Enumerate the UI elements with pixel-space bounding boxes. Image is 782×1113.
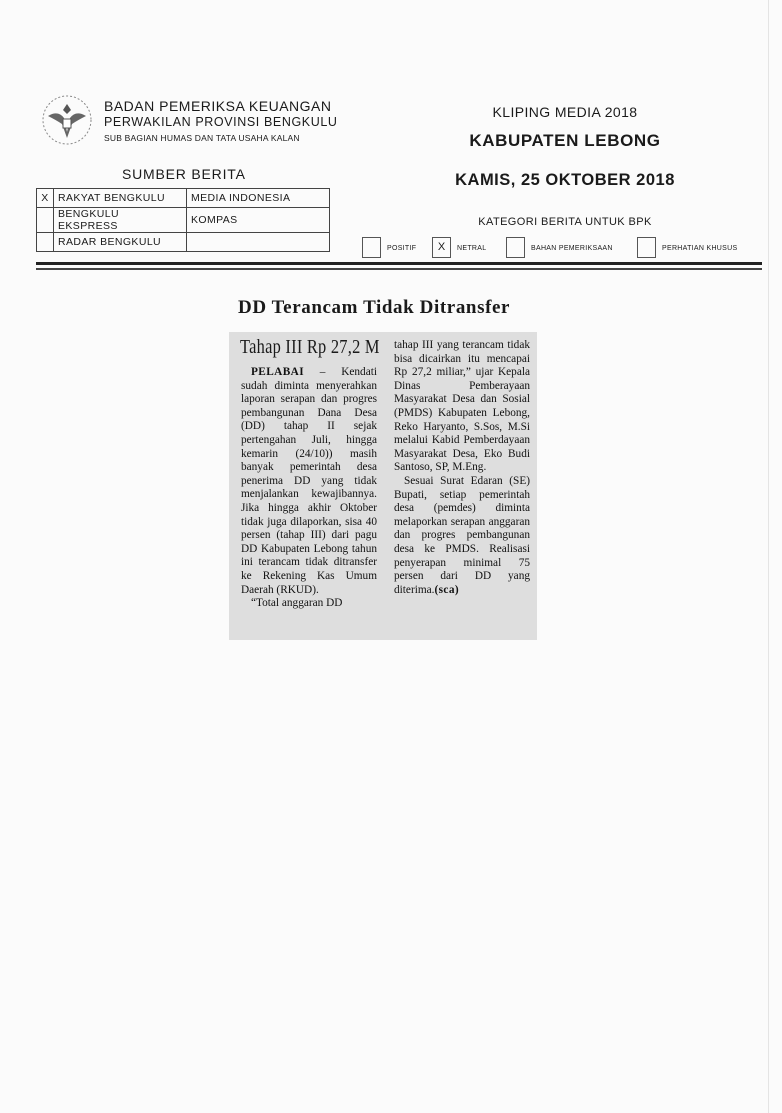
source-row (37, 208, 330, 233)
category-checkbox (637, 237, 656, 258)
source-name (187, 233, 330, 252)
divider (36, 262, 762, 265)
source-name: RAKYAT BENGKULU (54, 189, 187, 208)
article-paragraph: Sesuai Surat Edaran (SE) Bupati, setiap pemerintah desa (pemdes) diminta melaporkan serapan anggaran dan progres pembangunan desa ke PMDS. Realisasi penyerapan minimal 75 persen dari DD yang diterima. (394, 474, 530, 596)
article-paragraph: “Total anggaran DD (251, 597, 343, 610)
org-line1: BADAN PEMERIKSA KEUANGAN (104, 98, 332, 114)
source-name: BENGKULU EKSPRESS (54, 208, 187, 233)
category-label: POSITIF (387, 245, 417, 252)
org-line3: SUB BAGIAN HUMAS DAN TATA USAHA KALAN (104, 133, 300, 143)
article-headline: DD Terancam Tidak Ditransfer (238, 297, 511, 318)
article-subhead: Tahap III Rp 27,2 M (240, 336, 380, 358)
date-title: KAMIS, 25 OKTOBER 2018 (455, 171, 675, 189)
category-checkbox (362, 237, 381, 258)
divider (36, 268, 762, 270)
kliping-title: KLIPING MEDIA 2018 (492, 104, 638, 120)
source-table (36, 188, 330, 252)
category-label: NETRAL (457, 245, 487, 252)
source-mark (37, 208, 54, 233)
category-checkbox (506, 237, 525, 258)
page-edge (768, 0, 769, 1113)
article-column-1 (241, 366, 377, 611)
source-name: KOMPAS (187, 208, 330, 233)
kabupaten-title: KABUPATEN LEBONG (469, 131, 661, 150)
organization-block (104, 98, 338, 146)
article-byline: (sca) (434, 583, 460, 596)
article-paragraph: – Kendati sudah diminta menyerahkan laporan serapan dan progres pembangunan Dana Desa (DD) tahap II sejak pertengahan Juli, hingga kemarin (24/10)) masih banyak pemerintah desa penerima DD yang tidak menjalankan kewajibannya. Jika hingga akhir Oktober tidak juga dilaporkan, sisa 40 persen (tahap III) dari pagu DD Kabupaten Lebong tahun ini terancam tidak ditransfer ke Rekening Kas Umum Daerah (RKUD). (241, 366, 377, 596)
source-row (37, 189, 330, 208)
source-mark: X (37, 189, 54, 208)
org-line2: PERWAKILAN PROVINSI BENGKULU (104, 115, 338, 129)
source-title: SUMBER BERITA (122, 166, 246, 182)
category-label: PERHATIAN KHUSUS (662, 245, 738, 252)
source-row (37, 233, 330, 252)
article-column-2 (394, 339, 530, 597)
category-title: KATEGORI BERITA UNTUK BPK (478, 216, 652, 228)
source-name: MEDIA INDONESIA (187, 189, 330, 208)
article-dateline: PELABAI (251, 366, 305, 378)
garuda-emblem (38, 90, 96, 148)
source-mark (37, 233, 54, 252)
source-name: RADAR BENGKULU (54, 233, 187, 252)
category-checkbox: X (432, 237, 451, 258)
category-label: BAHAN PEMERIKSAAN (531, 245, 613, 252)
article-paragraph: tahap III yang terancam tidak bisa dicairkan itu mencapai Rp 27,2 miliar,” ujar Kepala Dinas Pemberayaan Masyarakat Desa dan Sosial (PMDS) Kabupaten Lebong, Reko Haryanto, S.Sos, M.Si melalui Kabid Pemberdayaan Masyarakat Desa, Eko Budi Santoso, SP, M.Eng. (394, 339, 530, 474)
